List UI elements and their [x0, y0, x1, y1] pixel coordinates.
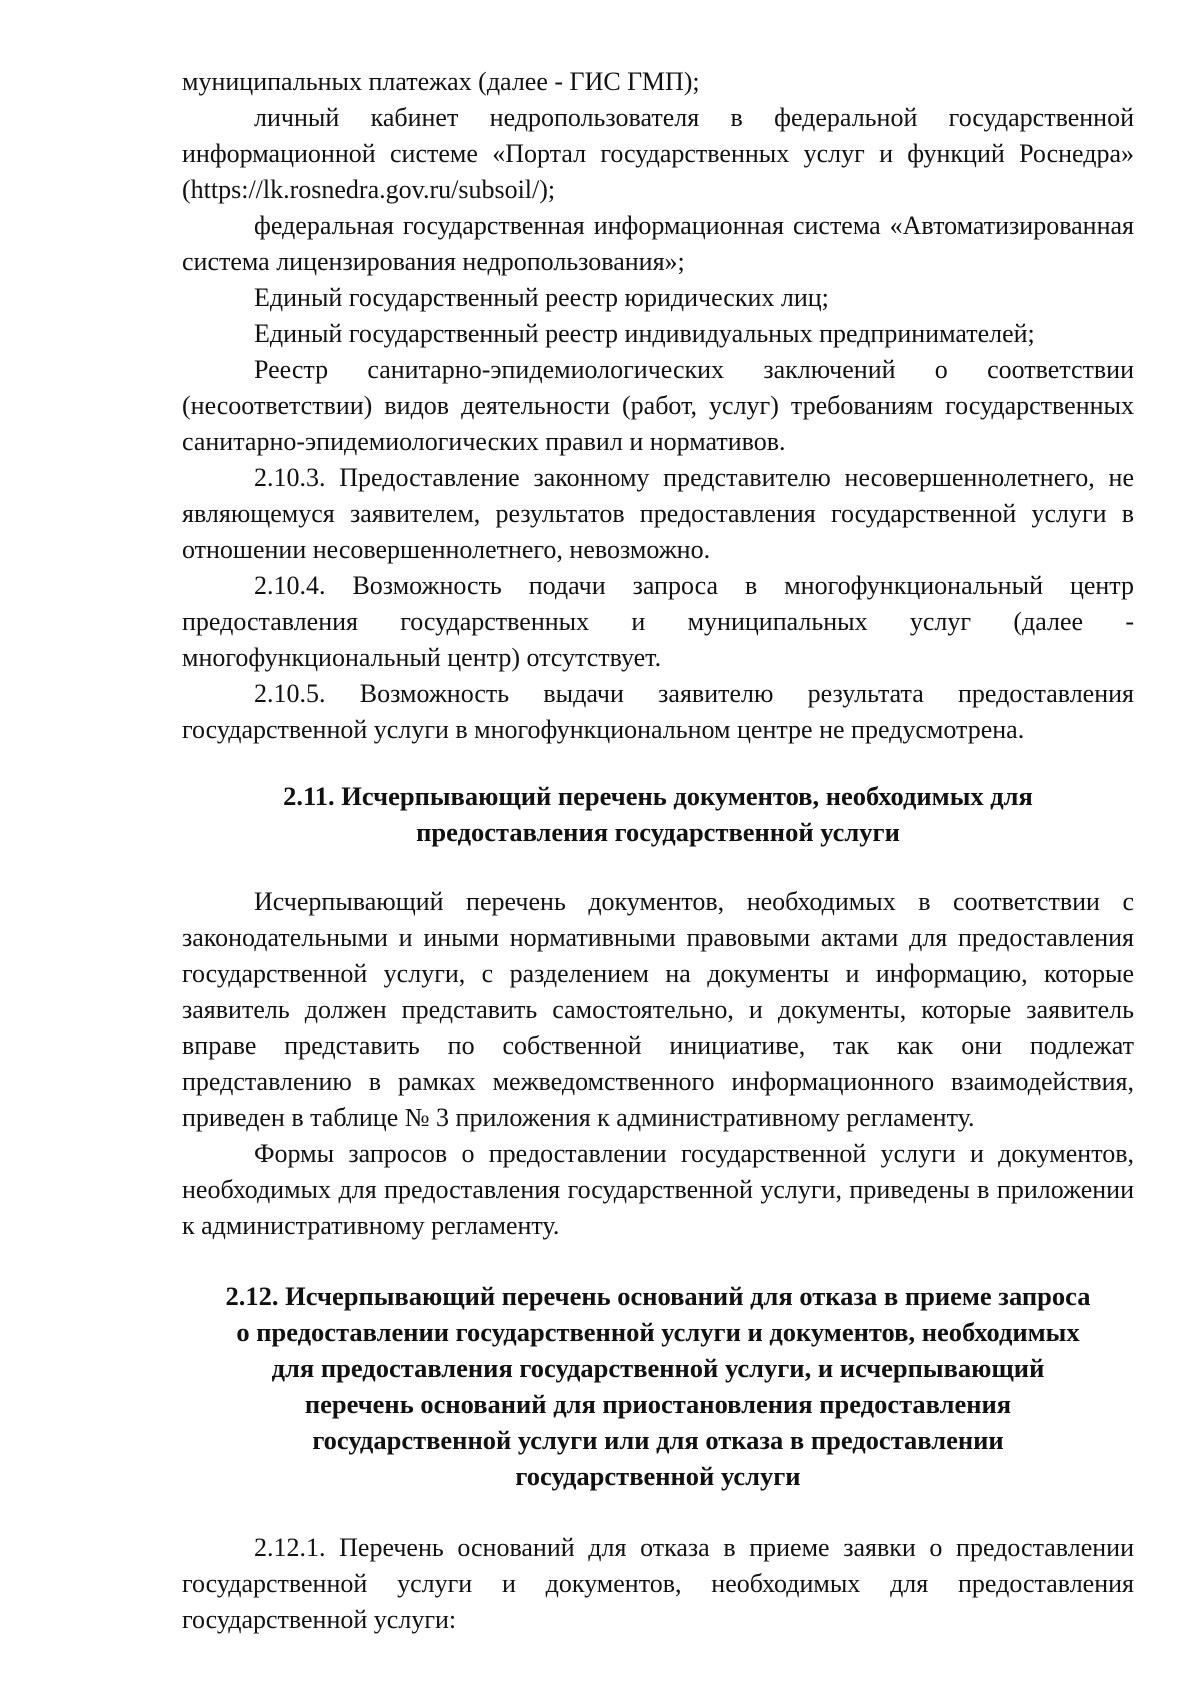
- document-body: [182, 64, 1134, 1638]
- heading-line: перечень оснований для приостановления предоставления: [304, 1389, 1012, 1419]
- paragraph-documents-list: Исчерпывающий перечень документов, необходимых в соответствии с законодательными и иными нормативными правовыми актами для предоставления государственной услуги, с разделением на документы и информацию, которые заявитель должен представить самостоятельно, и документы, которые заявитель вправе представить по собственной инициативе, так как они подлежат представлению в рамках межведомственного информационного взаимодействия, приведен в таблице № 3 приложения к административному регламенту.: [182, 887, 1134, 1132]
- paragraph-2-10-4: 2.10.4. Возможность подачи запроса в многофункциональный центр предоставления государственных и муниципальных услуг (далее - многофункциональный центр) отсутствует.: [182, 571, 1134, 672]
- heading-line: 2.12. Исчерпывающий перечень оснований для отказа в приеме запроса: [225, 1281, 1091, 1311]
- paragraph-egrul: Единый государственный реестр юридических лиц;: [254, 283, 829, 312]
- paragraph-licensing-system: федеральная государственная информационная система «Автоматизированная система лицензирования недропользования»;: [182, 211, 1134, 276]
- heading-line: государственной услуги или для отказа в предоставлении: [312, 1425, 1004, 1455]
- paragraph-2-12-1: 2.12.1. Перечень оснований для отказа в приеме заявки о предоставлении государственной услуги и документов, необходимых для предоставления государственной услуги:: [182, 1533, 1134, 1634]
- heading-line: 2.11. Исчерпывающий перечень документов, необходимых для: [283, 781, 1033, 811]
- section-heading-2-11: [182, 778, 1134, 850]
- heading-line: государственной услуги: [515, 1461, 801, 1491]
- paragraph-sanitary-registry: Реестр санитарно-эпидемиологических заключений о соответствии (несоответствии) видов деятельности (работ, услуг) требованиям государственных санитарно-эпидемиологических правил и нормативов.: [182, 355, 1134, 456]
- heading-line: предоставления государственной услуги: [416, 817, 900, 847]
- section-heading-2-12: [182, 1278, 1134, 1494]
- paragraph-request-forms: Формы запросов о предоставлении государственной услуги и документов, необходимых для предоставления государственной услуги, приведены в приложении к административному регламенту.: [182, 1139, 1134, 1240]
- heading-line: о предоставлении государственной услуги и документов, необходимых: [236, 1317, 1080, 1347]
- paragraph-egrip: Единый государственный реестр индивидуальных предпринимателей;: [254, 319, 1035, 348]
- paragraph-2-10-3: 2.10.3. Предоставление законному представителю несовершеннолетнего, не являющемуся заявителем, результатов предоставления государственной услуги в отношении несовершеннолетнего, невозможно.: [182, 463, 1134, 564]
- paragraph-gis-gmp: муниципальных платежах (далее - ГИС ГМП);: [182, 67, 700, 96]
- paragraph-personal-account: личный кабинет недропользователя в федеральной государственной информационной системе «Портал государственных услуг и функций Роснедра» (https://lk.rosnedra.gov.ru/subsoil/);: [182, 103, 1134, 204]
- paragraph-2-10-5: 2.10.5. Возможность выдачи заявителю результата предоставления государственной услуги в многофункциональном центре не предусмотрена.: [182, 679, 1134, 744]
- heading-line: для предоставления государственной услуги, и исчерпывающий: [271, 1353, 1045, 1383]
